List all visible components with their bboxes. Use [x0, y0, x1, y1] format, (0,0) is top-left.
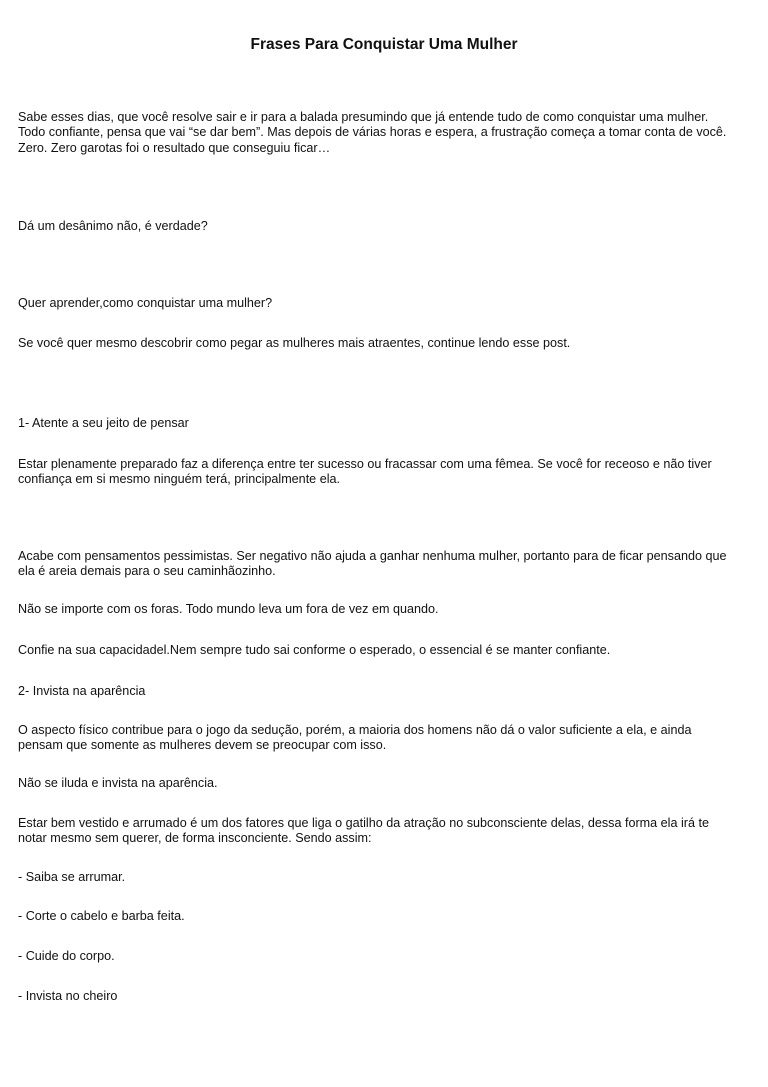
paragraph-pessimistas [18, 549, 753, 580]
paragraph-descobrir: Se você quer mesmo descobrir como pegar as mulheres mais atraentes, continue lendo esse post. [18, 336, 571, 350]
paragraph-line: Estar plenamente preparado faz a diferença entre ter sucesso ou fracassar com uma fêmea. Se você for receoso e não tiver [18, 457, 712, 471]
intro-paragraph [18, 110, 753, 156]
section-heading-1: 1- Atente a seu jeito de pensar [18, 416, 189, 430]
paragraph-confie: Confie na sua capacidadel.Nem sempre tudo sai conforme o esperado, o essencial é se manter confiante. [18, 643, 611, 657]
paragraph-preparado [18, 457, 753, 488]
intro-line: Sabe esses dias, que você resolve sair e ir para a balada presumindo que já entende tudo de como conquistar uma mulher. [18, 110, 709, 124]
paragraph-line: confiança em si mesmo ninguém terá, principalmente ela. [18, 472, 340, 487]
paragraph-line: notar mesmo sem querer, de forma insconciente. Sendo assim: [18, 831, 372, 846]
list-item: - Saiba se arrumar. [18, 870, 126, 884]
paragraph-line: pensam que somente as mulheres devem se preocupar com isso. [18, 738, 387, 753]
list-item: - Corte o cabelo e barba feita. [18, 909, 185, 923]
list-item: - Cuide do corpo. [18, 949, 115, 963]
paragraph-line: O aspecto físico contribue para o jogo da sedução, porém, a maioria dos homens não dá o valor suficiente a ela, e ainda [18, 723, 692, 737]
section-heading-2: 2- Invista na aparência [18, 684, 146, 698]
paragraph-aprender: Quer aprender,como conquistar uma mulher? [18, 296, 273, 310]
paragraph-iluda: Não se iluda e invista na aparência. [18, 776, 218, 790]
paragraph-vestido [18, 816, 753, 847]
paragraph-foras: Não se importe com os foras. Todo mundo leva um fora de vez em quando. [18, 602, 439, 616]
intro-line: Zero. Zero garotas foi o resultado que conseguiu ficar… [18, 140, 331, 155]
paragraph-line: ela é areia demais para o seu caminhãozinho. [18, 564, 276, 579]
paragraph-line: Acabe com pensamentos pessimistas. Ser negativo não ajuda a ganhar nenhuma mulher, portanto para de ficar pensando que [18, 549, 727, 563]
paragraph-desanimo: Dá um desânimo não, é verdade? [18, 219, 208, 233]
intro-line: Todo confiante, pensa que vai “se dar bem”. Mas depois de várias horas e espera, a frustração começa a tomar conta de você. [18, 125, 727, 140]
page-title: Frases Para Conquistar Uma Mulher [250, 36, 518, 53]
paragraph-line: Estar bem vestido e arrumado é um dos fatores que liga o gatilho da atração no subconsciente delas, dessa forma ela irá te [18, 816, 709, 830]
paragraph-aspecto [18, 723, 753, 754]
list-item: - Invista no cheiro [18, 989, 118, 1003]
